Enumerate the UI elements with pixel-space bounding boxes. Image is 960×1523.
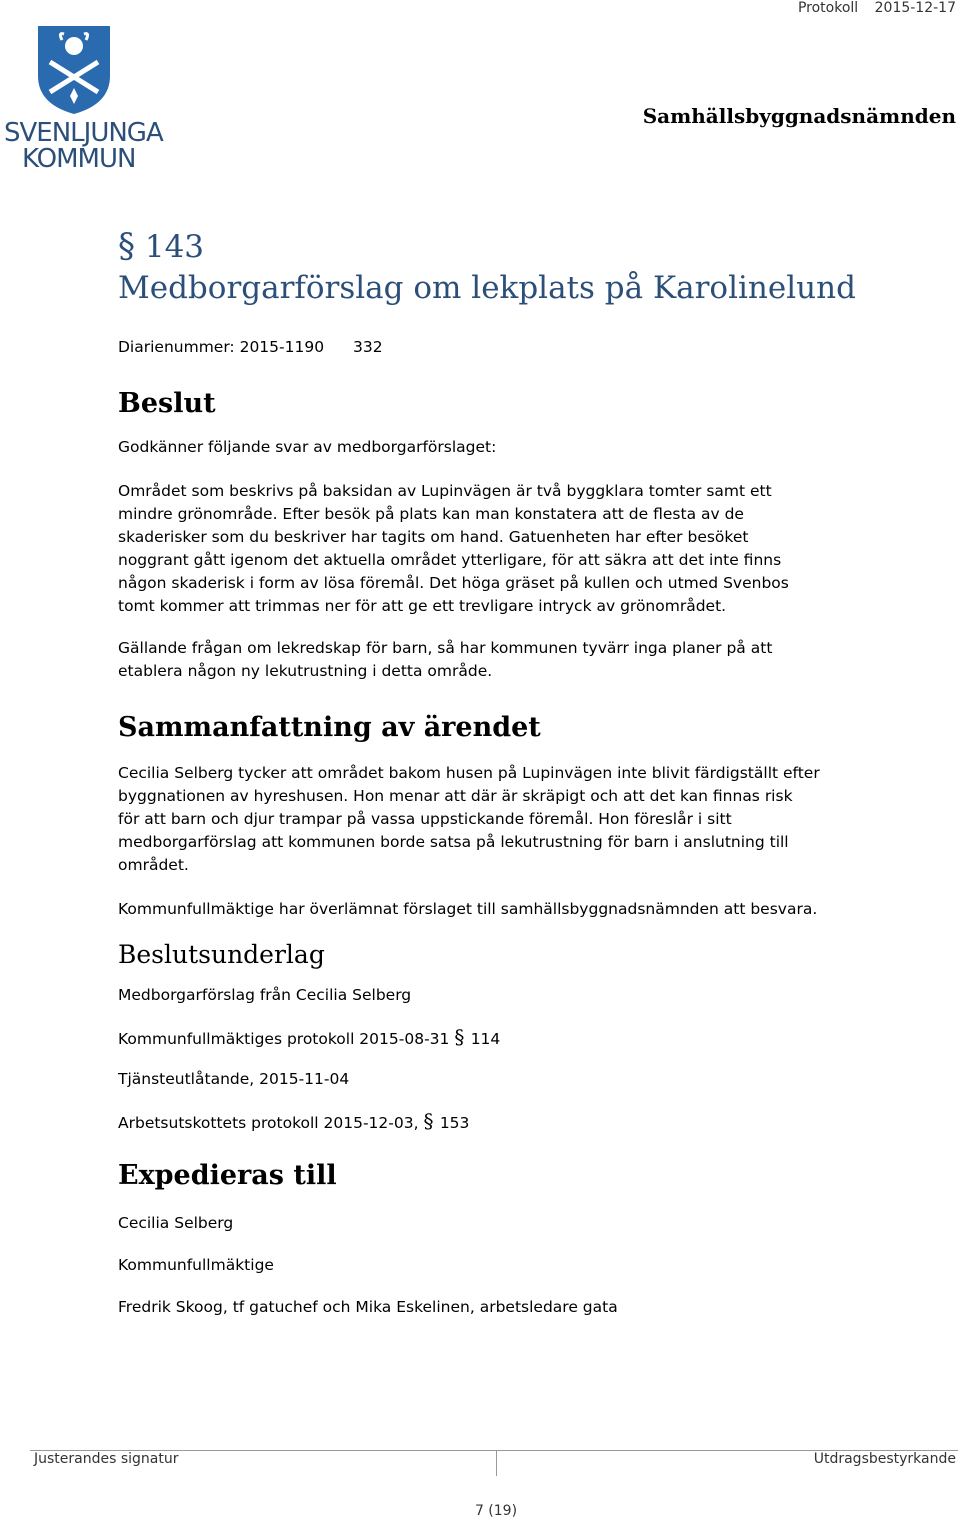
beslut-heading: Beslut [118, 388, 216, 419]
section-sign-icon: § [118, 226, 135, 266]
underlag-item-2: Kommunfullmäktiges protokoll 2015-08-31 § 114 [118, 1025, 501, 1049]
sammanfattning-paragraph-2: Kommunfullmäktige har överlämnat förslaget till samhällsbyggnadsnämnden att besvara. [118, 900, 818, 918]
underlag-item-1: Medborgarförslag från Cecilia Selberg [118, 986, 412, 1004]
underlag-item-4: Arbetsutskottets protokoll 2015-12-03, § 153 [118, 1109, 470, 1133]
logo-line-1: SVENLJUNGA [4, 118, 163, 148]
beslut-intro: Godkänner följande svar av medborgarförslaget: [118, 438, 497, 456]
diarie-row [118, 336, 383, 359]
beslutsunderlag-heading: Beslutsunderlag [118, 940, 325, 969]
doc-date: 2015-12-17 [874, 0, 956, 16]
section-sign-icon: § [423, 1109, 440, 1133]
footer-divider [496, 1450, 497, 1476]
coat-of-arms-icon [34, 24, 114, 116]
underlag-item-3: Tjänsteutlåtande, 2015-11-04 [118, 1070, 350, 1088]
item-title: Medborgarförslag om lekplats på Karolinelund [118, 270, 856, 306]
diarie-code: 332 [353, 338, 383, 356]
diarie-number: Diarienummer: 2015-1190 [118, 338, 325, 356]
sammanfattning-heading: Sammanfattning av ärendet [118, 712, 541, 743]
expedieras-item-3: Fredrik Skoog, tf gatuchef och Mika Eskelinen, arbetsledare gata [118, 1298, 618, 1316]
section-sign-icon: § [454, 1025, 471, 1049]
beslut-paragraph-2: Gällande frågan om lekredskap för barn, så har kommunen tyvärr inga planer på att etablera någon ny lekutrustning i detta område. [118, 639, 773, 680]
page-header-meta [786, 0, 956, 16]
beslut-paragraph-1: Området som beskrivs på baksidan av Lupinvägen är två byggklara tomter samt ett mindre grönområde. Efter besök på plats kan man konstatera att de flesta av de skaderisker som du beskriver har tagits om hand. Gatuenheten har efter besöket noggrant gått igenom det aktuella området ytterligare, för att säkra att det inte finns någon skaderisk i form av lösa föremål. Det höga gräset på kullen och utmed Svenbos tomt kommer att trimmas ner för att ge ett trevligare intryck av grönområdet. [118, 482, 789, 615]
expedieras-item-1: Cecilia Selberg [118, 1214, 234, 1232]
page-number: 7 (19) [474, 1503, 518, 1519]
logo-line-2: KOMMUN [22, 144, 136, 174]
doc-type: Protokoll [797, 0, 859, 16]
justerandes-signatur-label: Justerandes signatur [34, 1451, 179, 1467]
item-number: § 143 [118, 226, 205, 266]
sammanfattning-paragraph-1: Cecilia Selberg tycker att området bakom husen på Lupinvägen inte blivit färdigställt efter byggnationen av hyreshusen. Hon menar att där är skräpigt och att det kan finnas risk för att barn och djur trampar på vassa uppstickande föremål. Hon föreslår i sitt medborgarförslag att kommunen borde satsa på lekutrustning för barn i anslutning till området. [118, 764, 820, 874]
municipality-logo [4, 24, 164, 172]
expedieras-heading: Expedieras till [118, 1160, 337, 1191]
board-name: Samhällsbyggnadsnämnden [642, 104, 956, 128]
utdragsbestyrkande-label: Utdragsbestyrkande [813, 1451, 956, 1467]
expedieras-item-2: Kommunfullmäktige [118, 1256, 274, 1274]
